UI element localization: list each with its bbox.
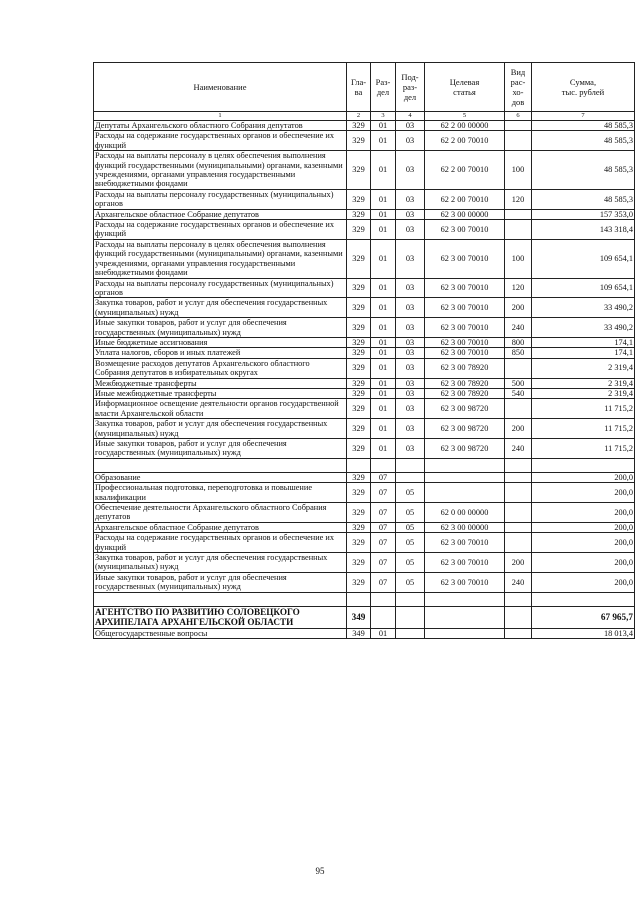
cell-vid: 200 <box>505 419 532 439</box>
cell-vid <box>505 628 532 638</box>
cell-razdel <box>371 458 396 472</box>
cell-glava: 329 <box>347 503 371 523</box>
table-row <box>94 220 635 240</box>
cell-target <box>425 483 505 503</box>
cell-glava: 329 <box>347 399 371 419</box>
header-target: Целевая статья <box>425 63 505 112</box>
cell-razdel: 01 <box>371 388 396 398</box>
cell-razdel: 07 <box>371 553 396 573</box>
cell-vid <box>505 472 532 482</box>
cell-razdel: 07 <box>371 483 396 503</box>
cell-glava: 349 <box>347 628 371 638</box>
cell-name: Обеспечение деятельности Архангельского областного Собрания депутатов <box>94 503 347 523</box>
cell-razdel <box>371 592 396 606</box>
cell-target: 62 3 00 78920 <box>425 378 505 388</box>
cell-sum: 200,0 <box>532 483 635 503</box>
cell-glava: 329 <box>347 483 371 503</box>
cell-podrazdel <box>396 472 425 482</box>
cell-name: Иные закупки товаров, работ и услуг для обеспечения государственных (муниципальных) нужд <box>94 318 347 338</box>
table-row <box>94 121 635 131</box>
cell-razdel: 01 <box>371 348 396 358</box>
cell-name: Архангельское областное Собрание депутатов <box>94 522 347 532</box>
cell-podrazdel: 05 <box>396 503 425 523</box>
header-name: Наименование <box>94 63 347 112</box>
cell-sum <box>532 458 635 472</box>
cell-vid <box>505 458 532 472</box>
cell-name: Закупка товаров, работ и услуг для обеспечения государственных (муниципальных) нужд <box>94 553 347 573</box>
cell-vid <box>505 503 532 523</box>
cell-glava: 329 <box>347 472 371 482</box>
cell-name: Архангельское областное Собрание депутатов <box>94 209 347 219</box>
cell-vid: 850 <box>505 348 532 358</box>
column-number: 2 <box>347 112 371 121</box>
cell-target: 62 3 00 00000 <box>425 209 505 219</box>
cell-target: 62 3 00 70010 <box>425 337 505 347</box>
table-row <box>94 439 635 459</box>
cell-podrazdel: 03 <box>396 318 425 338</box>
cell-name: Иные бюджетные ассигнования <box>94 337 347 347</box>
cell-glava: 329 <box>347 121 371 131</box>
cell-razdel: 07 <box>371 572 396 592</box>
cell-razdel: 01 <box>371 439 396 459</box>
cell-sum: 200,0 <box>532 503 635 523</box>
cell-glava: 329 <box>347 522 371 532</box>
table-row <box>94 378 635 388</box>
header-vid: Вид рас- хо- дов <box>505 63 532 112</box>
cell-vid: 120 <box>505 278 532 298</box>
cell-sum: 200,0 <box>532 472 635 482</box>
cell-razdel: 01 <box>371 121 396 131</box>
cell-podrazdel <box>396 458 425 472</box>
cell-name: Иные закупки товаров, работ и услуг для обеспечения государственных (муниципальных) нужд <box>94 439 347 459</box>
column-number: 7 <box>532 112 635 121</box>
cell-target <box>425 592 505 606</box>
cell-razdel: 01 <box>371 131 396 151</box>
table-row <box>94 388 635 398</box>
cell-razdel <box>371 606 396 628</box>
table-row <box>94 472 635 482</box>
cell-podrazdel <box>396 606 425 628</box>
table-row <box>94 151 635 190</box>
cell-podrazdel: 03 <box>396 388 425 398</box>
cell-target: 62 2 00 70010 <box>425 189 505 209</box>
cell-glava: 349 <box>347 606 371 628</box>
cell-glava: 329 <box>347 388 371 398</box>
cell-vid: 500 <box>505 378 532 388</box>
cell-sum: 48 585,3 <box>532 131 635 151</box>
table-row <box>94 503 635 523</box>
cell-razdel: 01 <box>371 278 396 298</box>
cell-name: Иные межбюджетные трансферты <box>94 388 347 398</box>
cell-vid: 100 <box>505 151 532 190</box>
table-row <box>94 483 635 503</box>
cell-podrazdel: 05 <box>396 553 425 573</box>
cell-podrazdel: 03 <box>396 220 425 240</box>
cell-sum: 2 319,4 <box>532 378 635 388</box>
table-row <box>94 318 635 338</box>
cell-sum: 2 319,4 <box>532 358 635 378</box>
column-number-row <box>94 112 635 121</box>
cell-name: Иные закупки товаров, работ и услуг для обеспечения государственных (муниципальных) нужд <box>94 572 347 592</box>
header-row <box>94 63 635 112</box>
cell-sum: 200,0 <box>532 533 635 553</box>
cell-podrazdel: 03 <box>396 151 425 190</box>
cell-razdel: 01 <box>371 220 396 240</box>
cell-razdel: 01 <box>371 189 396 209</box>
cell-name: Закупка товаров, работ и услуг для обеспечения государственных (муниципальных) нужд <box>94 298 347 318</box>
cell-target: 62 3 00 70010 <box>425 553 505 573</box>
table-row <box>94 628 635 638</box>
table-row <box>94 606 635 628</box>
cell-podrazdel: 05 <box>396 572 425 592</box>
cell-sum: 2 319,4 <box>532 388 635 398</box>
table-row <box>94 131 635 151</box>
cell-target <box>425 628 505 638</box>
cell-target: 62 3 00 70010 <box>425 298 505 318</box>
cell-vid <box>505 483 532 503</box>
cell-glava <box>347 592 371 606</box>
cell-vid: 240 <box>505 439 532 459</box>
cell-name: Возмещение расходов депутатов Архангельского областного Собрания депутатов в избирательных округах <box>94 358 347 378</box>
cell-vid: 540 <box>505 388 532 398</box>
cell-target: 62 3 00 70010 <box>425 348 505 358</box>
cell-target: 62 3 00 70010 <box>425 239 505 278</box>
cell-vid: 200 <box>505 553 532 573</box>
cell-razdel: 07 <box>371 503 396 523</box>
cell-podrazdel: 03 <box>396 189 425 209</box>
cell-vid: 240 <box>505 572 532 592</box>
cell-glava: 329 <box>347 318 371 338</box>
cell-razdel: 07 <box>371 522 396 532</box>
page-number: 95 <box>315 866 325 876</box>
cell-sum: 200,0 <box>532 572 635 592</box>
cell-podrazdel <box>396 628 425 638</box>
cell-vid <box>505 121 532 131</box>
cell-sum: 33 490,2 <box>532 298 635 318</box>
cell-name: Расходы на содержание государственных органов и обеспечение их функций <box>94 533 347 553</box>
cell-name: Расходы на выплаты персоналу государственных (муниципальных) органов <box>94 189 347 209</box>
cell-sum <box>532 592 635 606</box>
cell-razdel: 07 <box>371 533 396 553</box>
column-number: 5 <box>425 112 505 121</box>
cell-podrazdel: 03 <box>396 239 425 278</box>
cell-podrazdel: 03 <box>396 358 425 378</box>
header-glava: Гла- ва <box>347 63 371 112</box>
cell-podrazdel: 03 <box>396 278 425 298</box>
cell-sum: 109 654,1 <box>532 239 635 278</box>
cell-target: 62 2 00 00000 <box>425 121 505 131</box>
cell-sum: 200,0 <box>532 553 635 573</box>
table-row <box>94 419 635 439</box>
table-row <box>94 572 635 592</box>
cell-podrazdel: 03 <box>396 209 425 219</box>
cell-vid: 240 <box>505 318 532 338</box>
cell-target <box>425 458 505 472</box>
column-number: 1 <box>94 112 347 121</box>
budget-table <box>93 62 635 639</box>
cell-glava: 329 <box>347 348 371 358</box>
table-row <box>94 239 635 278</box>
cell-vid <box>505 209 532 219</box>
cell-sum: 48 585,3 <box>532 121 635 131</box>
cell-name: АГЕНТСТВО ПО РАЗВИТИЮ СОЛОВЕЦКОГО АРХИПЕЛАГА АРХАНГЕЛЬСКОЙ ОБЛАСТИ <box>94 606 347 628</box>
cell-name: Депутаты Архангельского областного Собрания депутатов <box>94 121 347 131</box>
cell-name <box>94 458 347 472</box>
cell-glava: 329 <box>347 151 371 190</box>
cell-glava <box>347 458 371 472</box>
blank-row <box>94 592 635 606</box>
cell-glava: 329 <box>347 572 371 592</box>
cell-podrazdel <box>396 592 425 606</box>
cell-vid: 120 <box>505 189 532 209</box>
cell-razdel: 01 <box>371 419 396 439</box>
table-row <box>94 522 635 532</box>
cell-razdel: 01 <box>371 337 396 347</box>
table-row <box>94 399 635 419</box>
cell-target: 62 3 00 70010 <box>425 278 505 298</box>
cell-target: 62 3 00 70010 <box>425 572 505 592</box>
cell-razdel: 01 <box>371 358 396 378</box>
cell-target: 62 3 00 70010 <box>425 318 505 338</box>
header-sum: Сумма, тыс. рублей <box>532 63 635 112</box>
cell-podrazdel: 03 <box>396 131 425 151</box>
cell-vid: 800 <box>505 337 532 347</box>
cell-target: 62 3 00 70010 <box>425 220 505 240</box>
cell-name: Расходы на выплаты персоналу в целях обеспечения выполнения функций государственными (муниципальными) органами, казенными учреждениями, органами управления государственными внебюджетными фондами <box>94 239 347 278</box>
table-row <box>94 189 635 209</box>
cell-razdel: 01 <box>371 399 396 419</box>
cell-target: 62 3 00 98720 <box>425 419 505 439</box>
cell-glava: 329 <box>347 337 371 347</box>
cell-podrazdel: 03 <box>396 298 425 318</box>
cell-target <box>425 472 505 482</box>
cell-sum: 11 715,2 <box>532 399 635 419</box>
cell-name: Расходы на содержание государственных органов и обеспечение их функций <box>94 131 347 151</box>
cell-target: 62 2 00 70010 <box>425 151 505 190</box>
cell-vid <box>505 522 532 532</box>
cell-name: Расходы на выплаты персоналу в целях обеспечения выполнения функций государственными (муниципальными) органами, казенными учреждениями, органами управления государственными внебюджетными фондами <box>94 151 347 190</box>
column-number: 6 <box>505 112 532 121</box>
cell-name: Межбюджетные трансферты <box>94 378 347 388</box>
cell-glava: 329 <box>347 189 371 209</box>
cell-target <box>425 606 505 628</box>
cell-target: 62 3 00 00000 <box>425 522 505 532</box>
cell-sum: 109 654,1 <box>532 278 635 298</box>
cell-glava: 329 <box>347 220 371 240</box>
column-number: 3 <box>371 112 396 121</box>
cell-podrazdel: 03 <box>396 399 425 419</box>
cell-sum: 18 013,4 <box>532 628 635 638</box>
cell-podrazdel: 03 <box>396 337 425 347</box>
header-razdel: Раз- дел <box>371 63 396 112</box>
table-row <box>94 209 635 219</box>
cell-glava: 329 <box>347 209 371 219</box>
cell-glava: 329 <box>347 533 371 553</box>
cell-vid <box>505 399 532 419</box>
column-number: 4 <box>396 112 425 121</box>
cell-glava: 329 <box>347 378 371 388</box>
cell-glava: 329 <box>347 419 371 439</box>
cell-vid <box>505 220 532 240</box>
table-row <box>94 348 635 358</box>
cell-vid <box>505 131 532 151</box>
table-body <box>94 121 635 639</box>
cell-name: Образование <box>94 472 347 482</box>
cell-podrazdel: 03 <box>396 439 425 459</box>
cell-podrazdel: 03 <box>396 419 425 439</box>
cell-sum: 48 585,3 <box>532 151 635 190</box>
cell-vid <box>505 358 532 378</box>
table-row <box>94 358 635 378</box>
table-row <box>94 553 635 573</box>
cell-target: 62 3 00 78920 <box>425 388 505 398</box>
table-row <box>94 278 635 298</box>
cell-glava: 329 <box>347 239 371 278</box>
cell-sum: 174,1 <box>532 348 635 358</box>
cell-razdel: 01 <box>371 209 396 219</box>
cell-name: Уплата налогов, сборов и иных платежей <box>94 348 347 358</box>
cell-name: Расходы на выплаты персоналу государственных (муниципальных) органов <box>94 278 347 298</box>
cell-razdel: 01 <box>371 298 396 318</box>
cell-sum: 11 715,2 <box>532 419 635 439</box>
cell-name: Профессиональная подготовка, переподготовка и повышение квалификации <box>94 483 347 503</box>
cell-vid <box>505 606 532 628</box>
cell-sum: 33 490,2 <box>532 318 635 338</box>
cell-name <box>94 592 347 606</box>
cell-glava: 329 <box>347 358 371 378</box>
cell-sum: 143 318,4 <box>532 220 635 240</box>
cell-sum: 200,0 <box>532 522 635 532</box>
table-row <box>94 337 635 347</box>
cell-sum: 11 715,2 <box>532 439 635 459</box>
cell-sum: 48 585,3 <box>532 189 635 209</box>
cell-target: 62 2 00 70010 <box>425 131 505 151</box>
cell-glava: 329 <box>347 131 371 151</box>
blank-row <box>94 458 635 472</box>
cell-podrazdel: 03 <box>396 121 425 131</box>
header-podrazdel: Под- раз- дел <box>396 63 425 112</box>
cell-name: Общегосударственные вопросы <box>94 628 347 638</box>
table-row <box>94 533 635 553</box>
cell-podrazdel: 05 <box>396 533 425 553</box>
cell-sum: 157 353,0 <box>532 209 635 219</box>
cell-target: 62 3 00 78920 <box>425 358 505 378</box>
cell-razdel: 01 <box>371 378 396 388</box>
cell-glava: 329 <box>347 439 371 459</box>
cell-target: 62 3 00 70010 <box>425 533 505 553</box>
cell-glava: 329 <box>347 553 371 573</box>
cell-razdel: 07 <box>371 472 396 482</box>
cell-podrazdel: 05 <box>396 483 425 503</box>
cell-razdel: 01 <box>371 239 396 278</box>
cell-sum: 67 965,7 <box>532 606 635 628</box>
cell-glava: 329 <box>347 298 371 318</box>
cell-name: Информационное освещение деятельности органов государственной власти Архангельской области <box>94 399 347 419</box>
table-row <box>94 298 635 318</box>
cell-name: Расходы на содержание государственных органов и обеспечение их функций <box>94 220 347 240</box>
cell-podrazdel: 03 <box>396 378 425 388</box>
cell-razdel: 01 <box>371 628 396 638</box>
cell-podrazdel: 05 <box>396 522 425 532</box>
cell-vid: 200 <box>505 298 532 318</box>
cell-name: Закупка товаров, работ и услуг для обеспечения государственных (муниципальных) нужд <box>94 419 347 439</box>
cell-target: 62 3 00 98720 <box>425 399 505 419</box>
cell-target: 62 0 00 00000 <box>425 503 505 523</box>
cell-glava: 329 <box>347 278 371 298</box>
cell-vid <box>505 533 532 553</box>
cell-podrazdel: 03 <box>396 348 425 358</box>
cell-vid <box>505 592 532 606</box>
cell-sum: 174,1 <box>532 337 635 347</box>
cell-vid: 100 <box>505 239 532 278</box>
cell-razdel: 01 <box>371 151 396 190</box>
cell-target: 62 3 00 98720 <box>425 439 505 459</box>
cell-razdel: 01 <box>371 318 396 338</box>
